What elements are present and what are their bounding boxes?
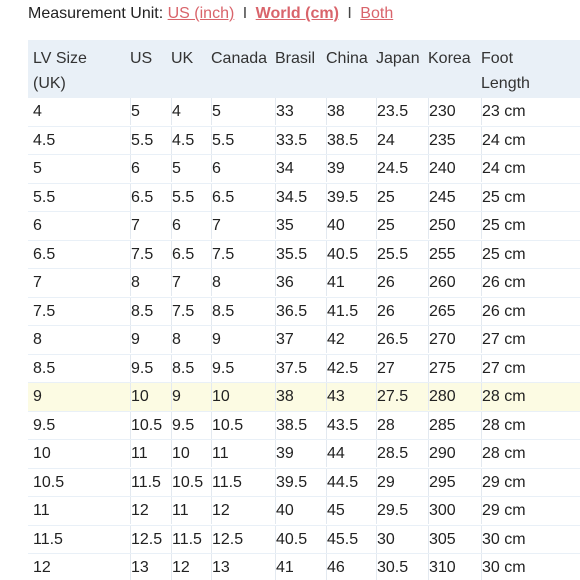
column-header-line: (UK) [33,75,66,92]
table-cell: 10 [33,445,51,462]
table-cell: 6.5 [130,184,153,211]
table-cell: 4.5 [33,131,56,149]
table-cell: 43.5 [326,412,358,439]
table-row [28,127,580,155]
table-cell: 7 [33,274,42,291]
table-cell: 36 [275,269,294,296]
table-row [28,526,580,554]
table-cell: 305 [428,526,456,553]
table-cell: 8 [211,269,221,296]
table-cell: 270 [428,326,456,353]
table-cell: 240 [428,155,456,182]
table-cell: 43 [326,383,345,410]
table-cell: 27 cm [481,355,526,382]
table-cell: 13 [211,554,230,580]
column-header-line: Length [481,75,530,92]
column-header-line: Korea [428,50,471,67]
table-row [28,298,580,326]
table-row [28,469,580,497]
table-cell: 310 [428,554,456,580]
table-cell: 8 [171,326,181,353]
table-cell: 10 [211,383,230,410]
table-row [28,497,580,525]
table-cell: 42.5 [326,355,358,382]
table-cell: 29 cm [481,469,526,496]
table-cell: 10.5 [171,469,203,496]
table-cell: 40 [326,212,345,239]
table-cell: 12 [171,554,190,580]
table-cell: 11 [33,502,50,519]
table-cell: 5.5 [33,188,56,206]
table-cell: 6 [130,155,140,182]
table-cell: 280 [428,383,456,410]
table-cell: 5 [130,98,140,125]
table-cell: 26 [376,269,395,296]
table-cell: 29.5 [376,497,408,524]
table-cell: 11 [171,497,189,524]
table-cell: 275 [428,355,456,382]
column-header [211,46,267,71]
column-header-line: Brasil [275,50,316,67]
table-cell: 12.5 [130,526,162,553]
table-cell: 45.5 [326,526,358,553]
table-cell: 23.5 [376,98,408,125]
table-cell: 30 cm [481,526,526,553]
measurement-unit-label: Measurement Unit: [28,5,164,22]
table-cell: 10.5 [211,412,243,439]
column-header-line: China [326,50,368,67]
table-cell: 42 [326,326,345,353]
table-cell: 6.5 [171,241,194,268]
table-cell: 8 [130,269,140,296]
table-cell: 25 cm [481,184,526,211]
table-cell: 12 [33,559,51,576]
table-cell: 290 [428,440,456,467]
table-cell: 38.5 [275,412,307,439]
unit-option-us-inch[interactable]: US (inch) [167,5,235,22]
table-cell: 41.5 [326,298,358,325]
table-cell: 23 cm [481,98,526,125]
table-cell: 30 cm [481,554,526,580]
table-cell: 265 [428,298,456,325]
column-header-line: Japan [376,50,420,67]
table-cell: 27 [376,355,395,382]
table-cell: 38 [326,98,345,125]
table-cell: 11 [211,440,229,467]
table-cell: 40.5 [326,241,358,268]
unit-option-world-cm[interactable]: World (cm) [255,5,339,22]
table-cell: 9.5 [171,412,194,439]
measurement-unit-bar [28,2,393,26]
table-cell: 6 [33,217,42,234]
column-header-line: Canada [211,50,268,67]
table-cell: 9 [171,383,181,410]
table-cell: 35.5 [275,241,307,268]
table-cell: 6 [171,212,181,239]
column-header [481,46,530,96]
column-header [428,46,471,71]
table-cell: 11 [130,440,148,467]
table-cell: 5 [211,98,221,125]
table-cell: 4 [33,103,42,120]
table-cell: 28 cm [481,412,526,439]
table-row [28,269,580,297]
table-body [28,98,580,580]
table-cell: 9 [211,326,221,353]
table-cell: 4.5 [171,127,194,154]
table-cell: 11.5 [171,526,202,553]
table-cell: 25 [376,212,395,239]
table-cell: 38.5 [326,127,358,154]
table-row [28,98,580,126]
table-row [28,554,580,580]
column-header [275,46,315,71]
table-cell: 26.5 [376,326,408,353]
table-cell: 8.5 [171,355,194,382]
table-cell: 12.5 [211,526,243,553]
table-cell: 45 [326,497,345,524]
table-cell: 295 [428,469,456,496]
table-cell: 9 [33,388,42,405]
table-cell: 245 [428,184,456,211]
table-cell: 230 [428,98,456,125]
table-cell: 6.5 [33,245,56,263]
table-cell: 11.5 [211,469,242,496]
table-cell: 11.5 [130,469,161,496]
table-cell: 8.5 [211,298,234,325]
table-cell: 39.5 [275,469,307,496]
table-cell: 12 [130,497,149,524]
table-cell: 39 [275,440,294,467]
table-cell: 12 [211,497,230,524]
unit-separator: I [347,5,352,22]
column-header-line: US [130,50,153,67]
table-cell: 28.5 [376,440,408,467]
table-cell: 8.5 [33,359,56,377]
column-header-line: UK [171,50,194,67]
table-row [28,241,580,269]
table-cell: 27 cm [481,326,526,353]
table-cell: 10.5 [130,412,162,439]
table-cell: 235 [428,127,456,154]
column-header [171,46,193,71]
table-cell: 5 [171,155,181,182]
table-row [28,326,580,354]
table-cell: 29 cm [481,497,526,524]
table-cell: 285 [428,412,456,439]
table-row [28,412,580,440]
table-row [28,383,580,411]
table-cell: 39 [326,155,345,182]
table-cell: 7.5 [33,302,56,320]
column-header [326,46,368,71]
table-row [28,155,580,183]
table-cell: 25.5 [376,241,408,268]
table-cell: 7 [211,212,221,239]
table-cell: 25 cm [481,212,526,239]
table-cell: 25 [376,184,395,211]
table-cell: 6.5 [211,184,234,211]
table-row [28,355,580,383]
table-cell: 34 [275,155,294,182]
table-cell: 28 cm [481,440,526,467]
table-cell: 28 [376,412,395,439]
table-cell: 33.5 [275,127,307,154]
table-cell: 24 cm [481,155,526,182]
table-cell: 5.5 [130,127,153,154]
table-cell: 255 [428,241,456,268]
table-cell: 9 [130,326,140,353]
table-cell: 30 [376,526,395,553]
table-cell: 7.5 [211,241,234,268]
table-cell: 44.5 [326,469,358,496]
table-cell: 37.5 [275,355,307,382]
table-cell: 35 [275,212,294,239]
table-cell: 10.5 [33,473,65,491]
column-header [130,46,152,71]
column-header [33,46,87,96]
table-cell: 9.5 [33,416,56,434]
table-cell: 27.5 [376,383,408,410]
table-cell: 44 [326,440,345,467]
table-cell: 26 cm [481,269,526,296]
table-cell: 29 [376,469,395,496]
table-cell: 40.5 [275,526,307,553]
table-cell: 41 [275,554,294,580]
table-row [28,212,580,240]
table-cell: 8 [33,331,42,348]
table-cell: 13 [130,554,149,580]
table-cell: 24 [376,127,395,154]
table-cell: 33 [275,98,294,125]
table-cell: 7 [130,212,140,239]
column-header-line: Foot [481,50,514,67]
table-cell: 37 [275,326,294,353]
table-cell: 46 [326,554,345,580]
table-cell: 24.5 [376,155,408,182]
table-cell: 30.5 [376,554,408,580]
table-cell: 34.5 [275,184,307,211]
column-header [376,46,420,71]
table-cell: 6 [211,155,221,182]
table-cell: 11.5 [33,530,63,548]
table-cell: 25 cm [481,241,526,268]
table-cell: 28 cm [481,383,526,410]
table-cell: 5 [33,160,42,177]
table-cell: 260 [428,269,456,296]
table-cell: 38 [275,383,294,410]
table-cell: 8.5 [130,298,153,325]
table-cell: 26 [376,298,395,325]
table-cell: 7.5 [171,298,194,325]
table-cell: 5.5 [211,127,234,154]
table-cell: 4 [171,98,181,125]
unit-option-both[interactable]: Both [360,5,394,22]
table-cell: 10 [171,440,190,467]
table-cell: 5.5 [171,184,194,211]
table-cell: 36.5 [275,298,307,325]
size-chart-table [28,40,580,580]
table-cell: 300 [428,497,456,524]
table-row [28,440,580,468]
table-cell: 7.5 [130,241,153,268]
table-cell: 9.5 [211,355,234,382]
table-cell: 26 cm [481,298,526,325]
table-cell: 40 [275,497,294,524]
column-header-line: LV Size [33,50,87,67]
table-cell: 39.5 [326,184,358,211]
table-row [28,184,580,212]
table-cell: 41 [326,269,345,296]
table-cell: 7 [171,269,181,296]
table-cell: 9.5 [130,355,153,382]
table-cell: 250 [428,212,456,239]
table-cell: 10 [130,383,149,410]
table-cell: 24 cm [481,127,526,154]
unit-separator: I [242,5,248,22]
